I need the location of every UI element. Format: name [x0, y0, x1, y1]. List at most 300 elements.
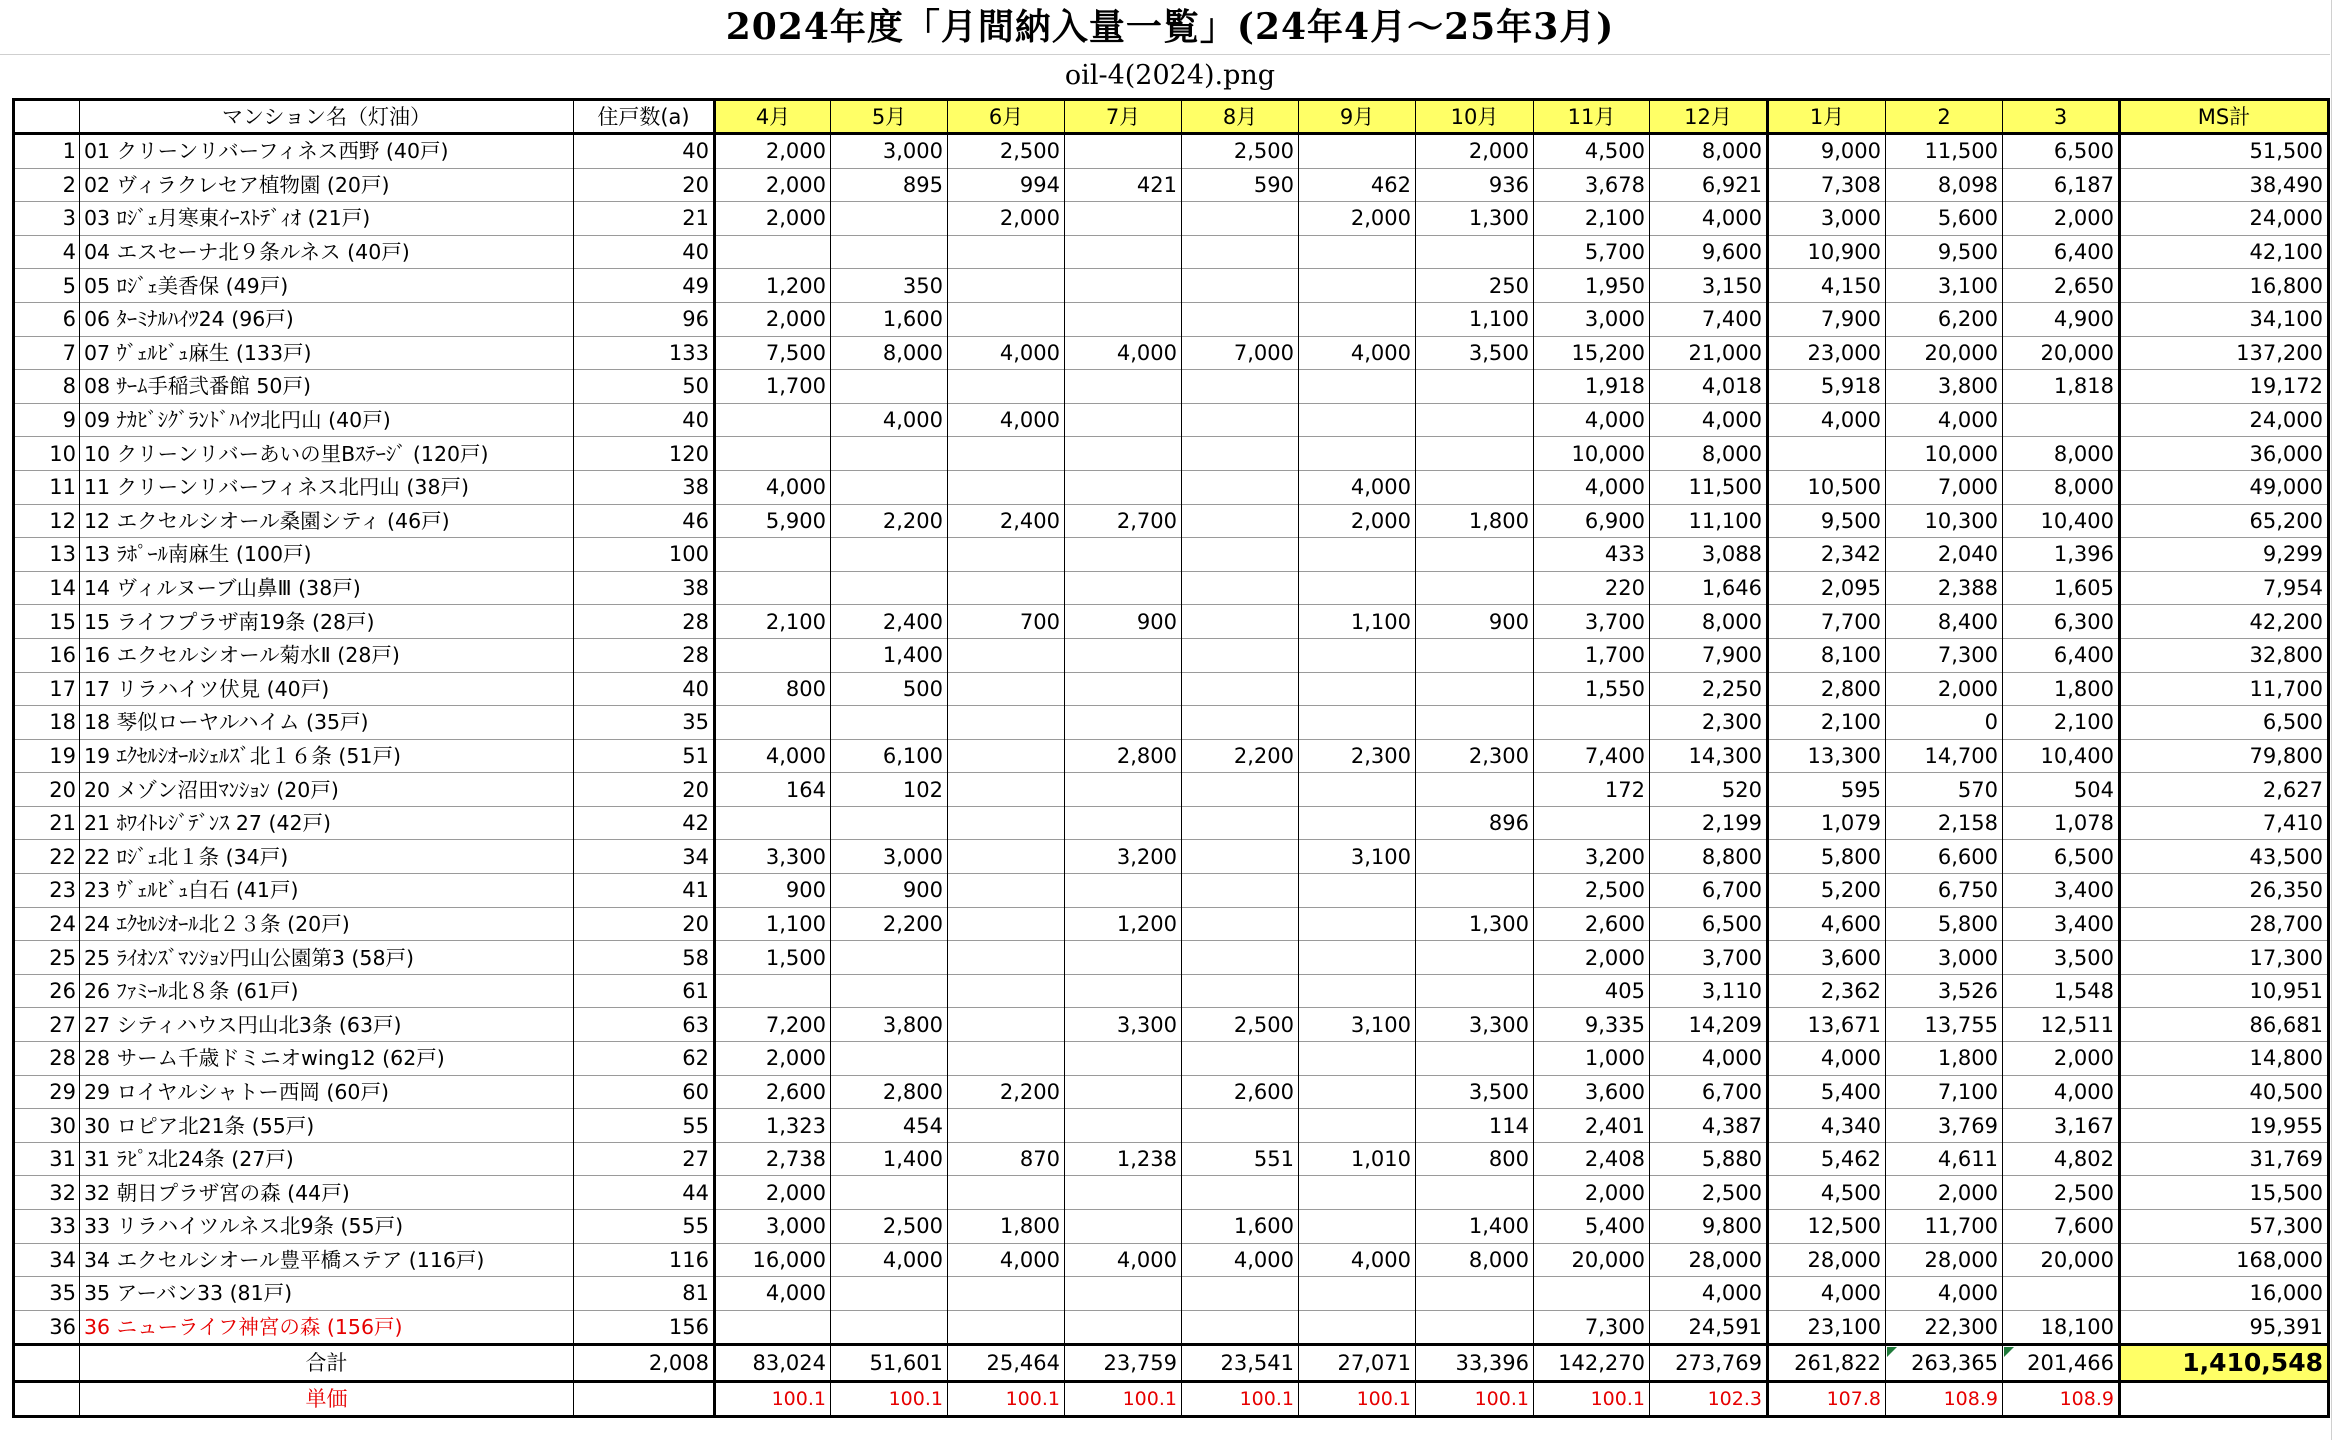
month-value: 3,167	[2003, 1109, 2120, 1143]
unit-count: 100	[574, 538, 715, 572]
month-value: 12,511	[2003, 1008, 2120, 1042]
unit-count: 34	[574, 840, 715, 874]
month-value: 250	[1416, 269, 1534, 303]
row-index: 32	[14, 1176, 80, 1210]
table-row	[14, 168, 2329, 202]
month-value: 1,700	[715, 370, 831, 404]
unit-count: 58	[574, 941, 715, 975]
month-value: 15,200	[1534, 336, 1650, 370]
month-value: 2,600	[1534, 907, 1650, 941]
table-row	[14, 134, 2329, 169]
month-value	[1182, 874, 1299, 908]
month-value	[2003, 403, 2120, 437]
month-value	[715, 538, 831, 572]
month-value	[1065, 302, 1182, 336]
unit-count: 62	[574, 1042, 715, 1076]
unit-count: 20	[574, 773, 715, 807]
month-value: 4,000	[1650, 1042, 1768, 1076]
table-row	[14, 1008, 2329, 1042]
month-value: 3,600	[1534, 1075, 1650, 1109]
month-value: 4,000	[1534, 403, 1650, 437]
row-total: 24,000	[2120, 403, 2329, 437]
row-index: 22	[14, 840, 80, 874]
month-value	[1768, 437, 1886, 471]
month-value: 4,000	[1650, 202, 1768, 236]
month-value	[948, 235, 1065, 269]
unit-count: 50	[574, 370, 715, 404]
month-value	[1182, 269, 1299, 303]
table-row	[14, 538, 2329, 572]
month-value	[831, 571, 948, 605]
month-value	[948, 672, 1065, 706]
row-total: 42,100	[2120, 235, 2329, 269]
header-total: MS計	[2120, 100, 2329, 134]
month-value: 22,300	[1886, 1310, 2003, 1345]
month-value: 2,738	[715, 1142, 831, 1176]
month-value: 3,100	[1299, 840, 1416, 874]
month-value	[1065, 672, 1182, 706]
row-total: 26,350	[2120, 874, 2329, 908]
building-name: 05 ﾛｼﾞｪ美香保 (49戸)	[80, 269, 574, 303]
month-value: 5,800	[1768, 840, 1886, 874]
month-value: 994	[948, 168, 1065, 202]
month-value	[1416, 672, 1534, 706]
month-value: 2,100	[1768, 706, 1886, 740]
month-value	[1299, 706, 1416, 740]
row-index: 34	[14, 1243, 80, 1277]
unit-count: 55	[574, 1109, 715, 1143]
month-value: 16,000	[715, 1243, 831, 1277]
month-value: 2,000	[1534, 941, 1650, 975]
unit-count: 96	[574, 302, 715, 336]
month-value: 6,750	[1886, 874, 2003, 908]
month-value: 2,500	[2003, 1176, 2120, 1210]
header-month: 10月	[1416, 100, 1534, 134]
month-value: 2,000	[715, 202, 831, 236]
month-value	[831, 1176, 948, 1210]
month-value	[1416, 1176, 1534, 1210]
row-index: 16	[14, 638, 80, 672]
month-value: 2,000	[715, 1042, 831, 1076]
month-value	[1182, 437, 1299, 471]
month-value: 9,500	[1768, 504, 1886, 538]
month-value: 1,200	[715, 269, 831, 303]
month-value: 7,400	[1650, 302, 1768, 336]
month-value	[1416, 437, 1534, 471]
month-value	[1065, 974, 1182, 1008]
building-name: 07 ｳﾞｪﾙﾋﾞｭ麻生 (133戸)	[80, 336, 574, 370]
month-value: 13,300	[1768, 739, 1886, 773]
building-name: 14 ヴィルヌーブ山鼻Ⅲ (38戸)	[80, 571, 574, 605]
unit-count: 38	[574, 571, 715, 605]
month-value: 9,000	[1768, 134, 1886, 169]
month-value	[1065, 1109, 1182, 1143]
month-value: 3,000	[1534, 302, 1650, 336]
month-value	[1299, 941, 1416, 975]
month-value: 7,300	[1886, 638, 2003, 672]
month-value: 5,462	[1768, 1142, 1886, 1176]
unit-count: 63	[574, 1008, 715, 1042]
month-value: 3,000	[1886, 941, 2003, 975]
month-value: 1,548	[2003, 974, 2120, 1008]
month-value: 4,000	[1182, 1243, 1299, 1277]
month-value: 800	[715, 672, 831, 706]
table-row	[14, 638, 2329, 672]
month-value: 28,000	[1886, 1243, 2003, 1277]
unit-count: 40	[574, 134, 715, 169]
month-value	[948, 1176, 1065, 1210]
month-value: 4,000	[1065, 1243, 1182, 1277]
month-value: 9,600	[1650, 235, 1768, 269]
month-value: 4,150	[1768, 269, 1886, 303]
row-index: 1	[14, 134, 80, 169]
month-value: 421	[1065, 168, 1182, 202]
month-value	[948, 437, 1065, 471]
row-index: 21	[14, 806, 80, 840]
month-value: 23,000	[1768, 336, 1886, 370]
month-value: 8,400	[1886, 605, 2003, 639]
month-value: 896	[1416, 806, 1534, 840]
table-row	[14, 302, 2329, 336]
month-value: 2,000	[715, 134, 831, 169]
month-value: 1,550	[1534, 672, 1650, 706]
building-name: 10 クリーンリバーあいの里Bｽﾃｰｼﾞ (120戸)	[80, 437, 574, 471]
month-value	[715, 437, 831, 471]
month-value: 5,600	[1886, 202, 2003, 236]
month-value: 2,800	[831, 1075, 948, 1109]
month-value: 6,700	[1650, 1075, 1768, 1109]
month-value	[1534, 706, 1650, 740]
month-value: 2,300	[1299, 739, 1416, 773]
month-value	[1182, 370, 1299, 404]
price-units	[574, 1382, 715, 1417]
month-value: 2,408	[1534, 1142, 1650, 1176]
month-value	[1182, 1277, 1299, 1311]
month-value: 2,600	[1182, 1075, 1299, 1109]
table-row	[14, 739, 2329, 773]
month-total: 142,270	[1534, 1345, 1650, 1382]
month-value: 2,199	[1650, 806, 1768, 840]
month-value	[1182, 941, 1299, 975]
row-total: 11,700	[2120, 672, 2329, 706]
month-value: 7,300	[1534, 1310, 1650, 1345]
grand-total: 1,410,548	[2120, 1345, 2329, 1382]
table-row	[14, 874, 2329, 908]
building-name: 24 ｴｸｾﾙｼｵｰﾙ北２３条 (20戸)	[80, 907, 574, 941]
month-value: 11,100	[1650, 504, 1768, 538]
row-total: 14,800	[2120, 1042, 2329, 1076]
building-name: 34 エクセルシオール豊平橋ステア (116戸)	[80, 1243, 574, 1277]
row-total: 42,200	[2120, 605, 2329, 639]
month-value: 3,700	[1534, 605, 1650, 639]
month-value	[948, 1008, 1065, 1042]
month-unit-price: 108.9	[2003, 1382, 2120, 1417]
month-value: 13,755	[1886, 1008, 2003, 1042]
unit-count: 51	[574, 739, 715, 773]
month-value: 4,900	[2003, 302, 2120, 336]
month-total: 27,071	[1299, 1345, 1416, 1382]
month-value: 6,400	[2003, 638, 2120, 672]
table-row	[14, 1042, 2329, 1076]
month-value: 4,611	[1886, 1142, 2003, 1176]
unit-count: 120	[574, 437, 715, 471]
month-value: 18,100	[2003, 1310, 2120, 1345]
unit-count: 156	[574, 1310, 715, 1345]
month-value	[1299, 874, 1416, 908]
month-value: 4,802	[2003, 1142, 2120, 1176]
month-value: 1,396	[2003, 538, 2120, 572]
month-value: 1,700	[1534, 638, 1650, 672]
month-value: 10,500	[1768, 470, 1886, 504]
month-total: 33,396	[1416, 1345, 1534, 1382]
month-value	[1065, 134, 1182, 169]
month-value	[948, 806, 1065, 840]
month-value: 800	[1416, 1142, 1534, 1176]
month-value: 4,000	[715, 1277, 831, 1311]
month-value: 4,600	[1768, 907, 1886, 941]
month-value: 6,600	[1886, 840, 2003, 874]
month-value: 6,700	[1650, 874, 1768, 908]
month-unit-price: 100.1	[1416, 1382, 1534, 1417]
month-value	[1299, 437, 1416, 471]
month-value: 4,000	[831, 403, 948, 437]
month-value	[1065, 806, 1182, 840]
unit-count: 28	[574, 605, 715, 639]
price-label: 単価	[80, 1382, 574, 1417]
month-value: 2,388	[1886, 571, 2003, 605]
month-value	[1299, 1176, 1416, 1210]
month-value: 2,342	[1768, 538, 1886, 572]
row-index: 29	[14, 1075, 80, 1109]
building-name: 02 ヴィラクレセア植物園 (20戸)	[80, 168, 574, 202]
month-value: 14,700	[1886, 739, 2003, 773]
building-name: 25 ﾗｲｵﾝｽﾞﾏﾝｼｮﾝ円山公園第3 (58戸)	[80, 941, 574, 975]
month-value	[1065, 571, 1182, 605]
month-value	[1182, 706, 1299, 740]
table-row	[14, 706, 2329, 740]
month-value: 1,818	[2003, 370, 2120, 404]
month-value	[1065, 370, 1182, 404]
month-value: 4,000	[1534, 470, 1650, 504]
month-value: 8,000	[831, 336, 948, 370]
month-value: 3,400	[2003, 874, 2120, 908]
row-total: 36,000	[2120, 437, 2329, 471]
month-value	[1416, 974, 1534, 1008]
month-value	[1299, 672, 1416, 706]
month-value: 3,500	[1416, 336, 1534, 370]
row-index: 24	[14, 907, 80, 941]
month-value	[1182, 840, 1299, 874]
month-value: 1,800	[1416, 504, 1534, 538]
month-value: 6,900	[1534, 504, 1650, 538]
month-value	[1416, 840, 1534, 874]
header-month: 2	[1886, 100, 2003, 134]
month-value: 13,671	[1768, 1008, 1886, 1042]
price-index	[14, 1382, 80, 1417]
month-value: 2,400	[948, 504, 1065, 538]
month-value	[831, 437, 948, 471]
month-value	[1299, 269, 1416, 303]
unit-count: 60	[574, 1075, 715, 1109]
month-value: 433	[1534, 538, 1650, 572]
month-value: 3,000	[1768, 202, 1886, 236]
month-value: 8,000	[1650, 134, 1768, 169]
month-value: 24,591	[1650, 1310, 1768, 1345]
month-value	[1299, 1310, 1416, 1345]
table-row	[14, 1210, 2329, 1244]
row-total: 19,172	[2120, 370, 2329, 404]
month-value: 3,088	[1650, 538, 1768, 572]
building-name: 36 ニューライフ神宮の森 (156戸)	[80, 1310, 574, 1345]
month-value: 1,605	[2003, 571, 2120, 605]
month-value: 1,300	[1416, 907, 1534, 941]
month-value: 2,250	[1650, 672, 1768, 706]
month-value: 570	[1886, 773, 2003, 807]
month-value	[1416, 538, 1534, 572]
row-total: 19,955	[2120, 1109, 2329, 1143]
month-value	[948, 1310, 1065, 1345]
month-value: 4,000	[1768, 1042, 1886, 1076]
table-row	[14, 806, 2329, 840]
month-value: 4,000	[948, 403, 1065, 437]
month-value: 2,800	[1065, 739, 1182, 773]
month-value: 2,200	[831, 907, 948, 941]
month-value: 5,400	[1534, 1210, 1650, 1244]
row-total: 51,500	[2120, 134, 2329, 169]
month-value: 20,000	[2003, 336, 2120, 370]
month-value	[715, 638, 831, 672]
month-unit-price: 102.3	[1650, 1382, 1768, 1417]
row-index: 26	[14, 974, 80, 1008]
building-name: 04 エスセーナ北９条ルネス (40戸)	[80, 235, 574, 269]
month-value: 4,000	[1886, 403, 2003, 437]
month-value: 5,900	[715, 504, 831, 538]
month-unit-price: 100.1	[831, 1382, 948, 1417]
month-value	[1416, 370, 1534, 404]
row-index: 36	[14, 1310, 80, 1345]
row-total: 16,000	[2120, 1277, 2329, 1311]
header-month: 9月	[1299, 100, 1416, 134]
month-value: 3,000	[831, 840, 948, 874]
month-value	[1182, 672, 1299, 706]
month-value: 4,000	[715, 739, 831, 773]
totals-index	[14, 1345, 80, 1382]
month-value: 3,150	[1650, 269, 1768, 303]
row-index: 11	[14, 470, 80, 504]
header-month: 7月	[1065, 100, 1182, 134]
building-name: 11 クリーンリバーフィネス北円山 (38戸)	[80, 470, 574, 504]
building-name: 08 ｻｰﾑ手稲弐番館 50戸)	[80, 370, 574, 404]
month-value: 9,335	[1534, 1008, 1650, 1042]
month-value: 6,500	[2003, 840, 2120, 874]
month-value: 1,646	[1650, 571, 1768, 605]
month-value: 8,000	[2003, 470, 2120, 504]
month-value: 2,100	[715, 605, 831, 639]
month-value: 1,400	[831, 1142, 948, 1176]
month-value: 5,400	[1768, 1075, 1886, 1109]
month-value: 2,000	[1534, 1176, 1650, 1210]
month-value: 2,200	[831, 504, 948, 538]
table-row	[14, 1310, 2329, 1345]
month-value: 3,600	[1768, 941, 1886, 975]
month-value	[831, 538, 948, 572]
month-value: 900	[1416, 605, 1534, 639]
month-value: 1,600	[1182, 1210, 1299, 1244]
month-value: 7,600	[2003, 1210, 2120, 1244]
month-value: 2,200	[1182, 739, 1299, 773]
month-value: 2,401	[1534, 1109, 1650, 1143]
month-value	[948, 269, 1065, 303]
month-value: 20,000	[1534, 1243, 1650, 1277]
month-value	[1065, 1042, 1182, 1076]
month-value: 9,800	[1650, 1210, 1768, 1244]
row-index: 2	[14, 168, 80, 202]
month-value: 8,098	[1886, 168, 2003, 202]
month-value	[948, 706, 1065, 740]
table-row	[14, 773, 2329, 807]
month-value: 1,600	[831, 302, 948, 336]
row-total: 137,200	[2120, 336, 2329, 370]
row-index: 4	[14, 235, 80, 269]
building-name: 26 ﾌｧﾐｰﾙ北８条 (61戸)	[80, 974, 574, 1008]
month-value: 4,000	[715, 470, 831, 504]
unit-count: 20	[574, 907, 715, 941]
month-value	[1416, 403, 1534, 437]
building-name: 01 クリーンリバーフィネス西野 (40戸)	[80, 134, 574, 169]
month-value	[1065, 470, 1182, 504]
building-name: 12 エクセルシオール桑園シティ (46戸)	[80, 504, 574, 538]
month-unit-price: 100.1	[1299, 1382, 1416, 1417]
month-value: 900	[831, 874, 948, 908]
month-value: 2,300	[1650, 706, 1768, 740]
month-value	[1299, 403, 1416, 437]
row-total: 168,000	[2120, 1243, 2329, 1277]
building-name: 15 ライフプラザ南19条 (28戸)	[80, 605, 574, 639]
row-total: 86,681	[2120, 1008, 2329, 1042]
header-month: 11月	[1534, 100, 1650, 134]
month-value: 6,500	[2003, 134, 2120, 169]
unit-count: 35	[574, 706, 715, 740]
month-value	[1065, 1277, 1182, 1311]
month-value: 1,323	[715, 1109, 831, 1143]
month-value: 4,000	[1768, 403, 1886, 437]
table-row	[14, 235, 2329, 269]
month-value	[1299, 235, 1416, 269]
month-total: 263,365	[1886, 1345, 2003, 1382]
month-value	[1299, 302, 1416, 336]
month-value: 11,500	[1886, 134, 2003, 169]
month-value: 3,110	[1650, 974, 1768, 1008]
month-value: 21,000	[1650, 336, 1768, 370]
month-value	[1299, 1075, 1416, 1109]
building-name: 33 リラハイツルネス北9条 (55戸)	[80, 1210, 574, 1244]
table-row	[14, 1075, 2329, 1109]
totals-row	[14, 1345, 2329, 1382]
month-value: 1,400	[831, 638, 948, 672]
unit-count: 49	[574, 269, 715, 303]
row-index: 8	[14, 370, 80, 404]
row-total: 2,627	[2120, 773, 2329, 807]
month-value	[1182, 806, 1299, 840]
month-value	[1182, 202, 1299, 236]
month-value: 2,500	[948, 134, 1065, 169]
month-value	[948, 538, 1065, 572]
month-value: 10,900	[1768, 235, 1886, 269]
month-value	[831, 941, 948, 975]
row-index: 33	[14, 1210, 80, 1244]
row-index: 10	[14, 437, 80, 471]
month-unit-price: 100.1	[948, 1382, 1065, 1417]
